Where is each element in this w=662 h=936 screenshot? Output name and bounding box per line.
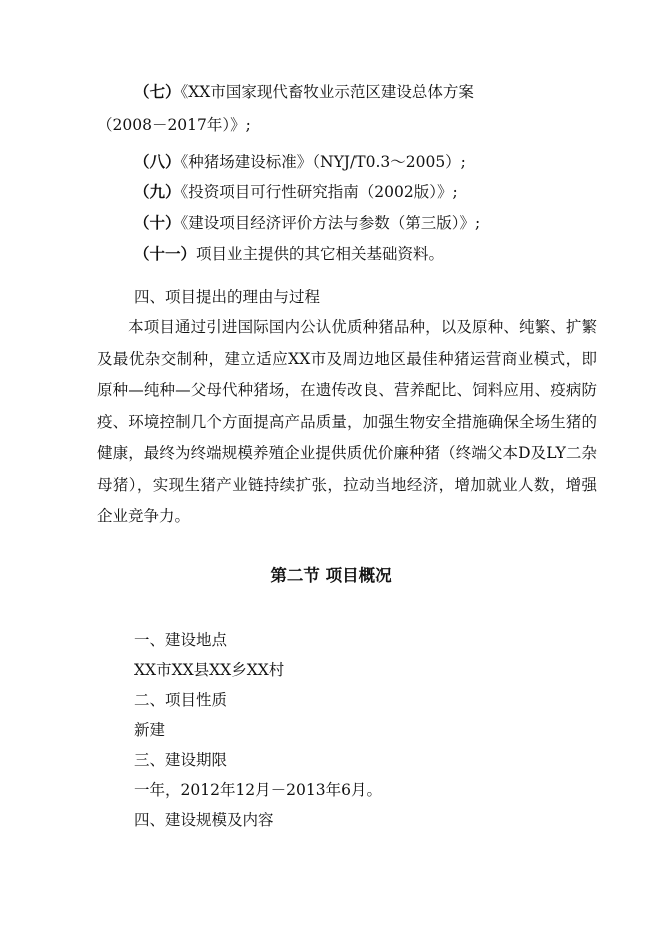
reference-item-11 <box>134 244 444 264</box>
reference-item-7-continuation: （2008－2017年）》; <box>97 116 251 134</box>
reference-text: 《建设项目经济评价方法与参数（第三版）》; <box>180 214 481 232</box>
reference-item-8 <box>134 152 466 172</box>
reference-label: （八） <box>134 152 181 171</box>
overview-value-period: 一年，2012年12月－2013年6月。 <box>134 781 382 799</box>
overview-heading-nature: 二、项目性质 <box>134 691 228 709</box>
reference-item-7 <box>134 82 474 102</box>
reference-label: （九） <box>134 182 181 201</box>
reason-paragraph <box>97 312 597 533</box>
section-title: 第二节 项目概况 <box>270 566 392 585</box>
overview-value-location: XX市XX县XX乡XX村 <box>134 661 285 679</box>
reference-label: （七） <box>134 82 181 101</box>
reference-item-9 <box>134 182 458 202</box>
overview-heading-location: 一、建设地点 <box>134 631 228 649</box>
reference-item-10 <box>134 213 480 233</box>
reference-text: 项目业主提供的其它相关基础资料。 <box>196 245 445 263</box>
reference-text: 《XX市国家现代畜牧业示范区建设总体方案 <box>180 83 474 101</box>
reference-text: 《投资项目可行性研究指南（2002版）》; <box>180 183 458 201</box>
overview-value-nature: 新建 <box>134 721 166 739</box>
reference-text: 《种猪场建设标准》（NYJ/T0.3～2005）; <box>180 153 466 171</box>
reason-paragraph-text: 本项目通过引进国际国内公认优质种猪品种，以及原种、纯繁、扩繁及最优杂交制种，建立适应XX市及周边地区最佳种猪运营商业模式，即原种—纯种—父母代种猪场，在遗传改良、营养配比、饲料应用、疫病防疫、环境控制几个方面提高产品质量，加强生物安全措施确保全场生猪的健康，最终为终端规模养殖企业提供质优价廉种猪（终端父本D及LY二杂母猪），实现生猪产业链持续扩张，拉动当地经济，增加就业人数，增强企业竞争力。 <box>97 318 597 525</box>
overview-heading-scale: 四、建设规模及内容 <box>134 811 274 829</box>
reference-label: （十一） <box>134 244 197 263</box>
overview-heading-period: 三、建设期限 <box>134 751 228 769</box>
reference-label: （十） <box>134 213 181 232</box>
reason-heading: 四、项目提出的理由与过程 <box>134 288 321 306</box>
